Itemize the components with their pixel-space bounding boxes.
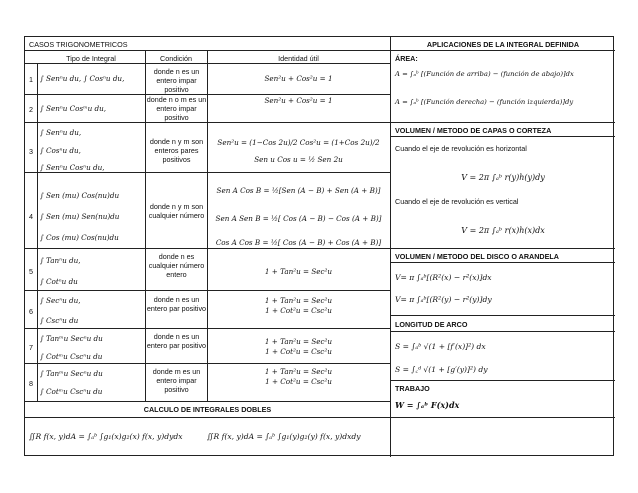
area-formula-x: A = ∫ₐᵇ [(Función de arriba) − (función de abajo)]dx [395, 70, 574, 78]
condition: donde n es un entero par positivo [146, 332, 207, 350]
shell-horizontal-text: Cuando el eje de revolución es horizontal [395, 144, 527, 153]
identity: 1 + Cot²u = Csc²u [265, 377, 332, 386]
arc-length-title: LONGITUD DE ARCO [395, 320, 468, 329]
integral-type: ∫ Cos (mu) Cos(nu)du [40, 233, 119, 242]
double-integral-dydx: ∬R f(x, y)dA = ∫ₐᵇ ∫g₁(x)g₂(x) f(x, y)dydx [29, 432, 183, 441]
double-integral-dxdy: ∬R f(x, y)dA = ∫ₐᵇ ∫g₁(y)g₂(y) f(x, y)dxdy [207, 432, 361, 441]
integral-type: ∫ Sen (mu) Cos(nu)du [40, 191, 120, 200]
identity: Sen A Sen B = ½[ Cos (A − B) − Cos (A + B)] [215, 214, 382, 223]
row-number: 7 [29, 343, 33, 352]
identity: 1 + Tan²u = Sec²u [264, 337, 333, 346]
col-type-header: Tipo de Integral [66, 54, 116, 63]
shell-vertical-text: Cuando el eje de revolución es vertical [395, 197, 519, 206]
integral-type: ∫ Senⁿu Cosᵐu du, [40, 104, 107, 113]
double-integrals-title: CALCULO DE INTEGRALES DOBLES [143, 405, 272, 414]
identity: 1 + Cot²u = Csc²u [265, 306, 332, 315]
integral-type: ∫ Senⁿu Cosⁿu du, [40, 163, 105, 172]
row-number: 5 [29, 267, 33, 276]
work-title: TRABAJO [395, 384, 430, 393]
disc-formula-y: V= π ∫ₐᵇ[(R²(y) − r²(y)]dy [395, 295, 492, 304]
disc-title: VOLUMEN / METODO DEL DISCO O ARANDELA [395, 252, 559, 261]
row-number: 1 [29, 75, 33, 84]
work-formula: W = ∫ₐᵇ F(x)dx [395, 400, 460, 410]
integral-type: ∫ Tanⁿu du, [40, 256, 81, 265]
area-title: ÁREA: [395, 54, 418, 63]
identity: Sen²u + Cos²u = 1 [264, 96, 333, 105]
col-cond-header: Condición [160, 54, 192, 63]
integral-type: ∫ Secⁿu du, [40, 296, 81, 305]
identity: 1 + Cot²u = Csc²u [265, 347, 332, 356]
shell-horizontal-formula: V = 2π ∫ₐᵇ r(y)h(y)dy [461, 173, 545, 182]
condition: donde n es cualquier número entero [148, 252, 205, 279]
identity: Sen A Cos B = ½[Sen (A − B) + Sen (A + B)] [216, 186, 381, 195]
condition: donde n y m son enteros pares positivos [149, 137, 204, 164]
right-header: APLICACIONES DE LA INTEGRAL DEFINIDA [426, 40, 580, 49]
row-number: 4 [29, 212, 33, 221]
area-formula-y: A = ∫ₐᵇ [(Función derecha) − (función izquierda)]dy [395, 98, 574, 106]
identity: 1 + Tan²u = Sec²u [264, 367, 333, 376]
condition: donde n o m es un entero impar positivo [146, 95, 207, 122]
integral-type: ∫ Senⁿu du, ∫ Cosⁿu du, [40, 74, 125, 83]
condition: donde n es un entero par positivo [146, 295, 207, 313]
shell-title: VOLUMEN / METODO DE CAPAS O CORTEZA [395, 126, 552, 135]
formula-sheet [24, 36, 614, 456]
identity: Sen²u = (1−Cos 2u)/2 Cos²u = (1+Cos 2u)/2 [217, 138, 380, 147]
condition: donde n es un entero impar positivo [153, 67, 200, 94]
integral-type: ∫ Cotᵐu Cscⁿu du [40, 387, 103, 396]
row-number: 8 [29, 379, 33, 388]
identity: 1 + Tan²u = Sec²u [264, 267, 333, 276]
integral-type: ∫ Tanᵐu Secⁿu du [40, 369, 103, 378]
integral-type: ∫ Cotⁿu du [40, 277, 78, 286]
identity: Sen u Cos u = ½ Sen 2u [254, 155, 343, 164]
integral-type: ∫ Senⁿu du, [40, 128, 82, 137]
row-number: 6 [29, 307, 33, 316]
integral-type: ∫ Sen (mu) Sen(nu)du [40, 212, 120, 221]
arc-length-formula-y: S = ∫꜀ᵈ √(1 + [g′(y)]²) dy [395, 365, 488, 374]
integral-type: ∫ Cscⁿu du [40, 316, 79, 325]
integral-type: ∫ Tanᵐu Secⁿu du [40, 334, 103, 343]
integral-type: ∫ Cosⁿu du, [40, 146, 81, 155]
arc-length-formula-x: S = ∫ₐᵇ √(1 + [f′(x)]²) dx [395, 342, 486, 351]
disc-formula-x: V= π ∫ₐᵇ[(R²(x) − r²(x)]dx [395, 273, 492, 282]
col-ident-header: Identidad útil [278, 54, 319, 63]
shell-vertical-formula: V = 2π ∫ₐᵇ r(x)h(x)dx [461, 226, 545, 235]
integral-type: ∫ Cotᵐu Cscⁿu du [40, 352, 103, 361]
identity: Cos A Cos B = ½[ Cos (A − B) + Cos (A + B)] [215, 238, 382, 247]
condition: donde m es un entero impar positivo [152, 367, 201, 394]
condition: donde n y m son cualquier número [148, 202, 205, 220]
identity: 1 + Tan²u = Sec²u [264, 296, 333, 305]
identity: Sen²u + Cos²u = 1 [264, 74, 333, 83]
row-number: 2 [29, 105, 33, 114]
row-number: 3 [29, 147, 33, 156]
left-header: CASOS TRIGONOMETRICOS [29, 40, 128, 49]
